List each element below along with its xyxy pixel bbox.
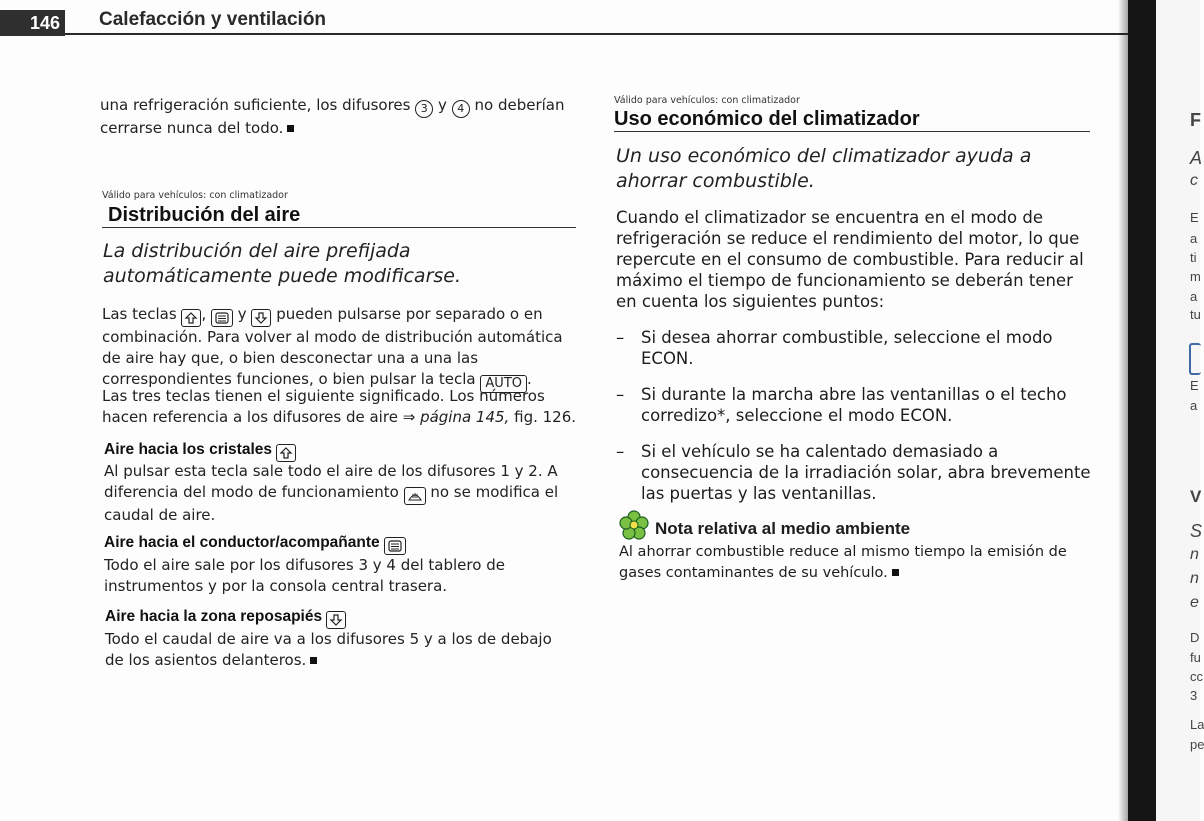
fragment: c <box>1190 172 1198 189</box>
subsection-paragraph <box>104 461 578 526</box>
section-rule <box>614 131 1090 132</box>
header-rule <box>65 33 1150 35</box>
footwell-key-icon <box>326 611 346 629</box>
list-item: – Si desea ahorrar combustible, seleccione el modo ECON. <box>616 327 1094 369</box>
section-rule <box>102 227 576 228</box>
text-fragment: Las tres teclas tienen el siguiente significado. Los números hacen referencia a los difusores de aire <box>102 387 545 426</box>
text-fragment: Las teclas <box>102 305 177 323</box>
fragment: n <box>1190 570 1199 587</box>
subsection-title-text: Aire hacia los cristales <box>104 441 273 458</box>
text-fragment: no deberían cerrarse nunca del todo. <box>100 96 565 137</box>
fragment: a <box>1190 231 1198 246</box>
paragraph-keys <box>102 304 578 393</box>
subsection-title <box>104 534 406 555</box>
text-fragment: Al ahorrar combustible reduce al mismo tiempo la emisión de gases contaminantes de su vehículo. <box>619 544 1067 581</box>
note-title: Nota relativa al medio ambiente <box>655 519 911 538</box>
fragment: D <box>1190 630 1200 645</box>
fragment: fu <box>1190 650 1201 665</box>
continued-paragraph <box>100 95 570 139</box>
fragment: a <box>1190 398 1198 413</box>
end-mark-icon <box>892 569 899 576</box>
subsection-title-text: Aire hacia el conductor/acompañante <box>104 534 380 551</box>
subsection-title <box>104 441 296 462</box>
vent-number-badge: 3 <box>415 100 433 118</box>
page-binding <box>1128 0 1156 821</box>
fragment: ti <box>1190 250 1197 265</box>
page-reference: página 145, <box>420 408 510 426</box>
fragment: V <box>1190 487 1202 506</box>
subsection-title <box>105 608 346 629</box>
fragment: 3 <box>1190 688 1198 703</box>
subsection-title-text: Aire hacia la zona reposapiés <box>105 608 323 625</box>
paragraph-meaning <box>102 386 578 428</box>
subsection-paragraph: Todo el aire sale por los difusores 3 y 4 del tablero de instrumentos y por la consola central trasera. <box>104 556 505 595</box>
fragment: e <box>1190 594 1199 611</box>
fragment: tu <box>1190 307 1201 322</box>
tips-list <box>616 327 1094 519</box>
page-header-title: Calefacción y ventilación <box>99 9 327 30</box>
list-item: – Si durante la marcha abre las ventanillas o el techo corredizo*, seleccione el modo ECON. <box>616 384 1094 426</box>
section-title: Uso económico del climatizador <box>614 108 920 130</box>
note-text <box>619 542 1095 584</box>
text-fragment: Todo el caudal de aire va a los difusores 5 y a los de debajo de los asientos delanteros. <box>105 630 552 669</box>
panel-vent-key-icon <box>384 537 406 555</box>
windshield-key-icon <box>181 309 201 327</box>
validity-note: Válido para vehículos: con climatizador <box>102 190 288 201</box>
section-intro: Un uso económico del climatizador ayuda a ahorrar combustible. <box>616 145 1032 192</box>
text-fragment: . <box>527 370 532 388</box>
fragment: a <box>1190 289 1198 304</box>
fragment: E <box>1190 210 1199 225</box>
fragment: S <box>1190 521 1203 541</box>
defrost-key-icon <box>404 487 426 505</box>
arrow-icon: ⇒ <box>402 408 416 426</box>
fragment: E <box>1190 378 1199 393</box>
fragment: La <box>1190 717 1204 732</box>
text-fragment: y <box>438 96 447 114</box>
fragment: m <box>1190 269 1201 284</box>
fragment: pe <box>1190 737 1204 752</box>
fragment: F <box>1190 110 1201 130</box>
figure-reference: fig. 126. <box>514 408 577 426</box>
text-fragment: Al pulsar esta tecla sale todo el aire de los difusores 1 y 2. A diferencia del modo de funcionamiento <box>104 462 558 501</box>
end-mark-icon <box>287 125 294 132</box>
key-edge <box>1189 343 1201 375</box>
page-number: 146 <box>0 10 65 36</box>
text-fragment: y <box>237 305 247 323</box>
next-page-edge <box>1156 0 1204 821</box>
text-fragment: pueden pulsarse por separado o en combinación. Para volver al modo de distribución automática de aire hay que, o bien desconectar una a una las correspondientes funciones, o bien pulsar la tecla <box>102 305 563 388</box>
text-fragment: , <box>201 305 207 323</box>
panel-vent-key-icon <box>211 309 233 327</box>
text-fragment: una refrigeración suficiente, los difusores <box>100 96 411 114</box>
validity-note: Válido para vehículos: con climatizador <box>614 95 800 106</box>
vent-number-badge: 4 <box>452 100 470 118</box>
paragraph-ac: Cuando el climatizador se encuentra en el modo de refrigeración se reduce el rendimiento del motor, lo que repercute en el consumo de combustible. Para reducir al máximo el tiempo de funcionamiento se deberán tener en cuenta los siguientes puntos: <box>616 208 1084 311</box>
list-item: – Si el vehículo se ha calentado demasiado a consecuencia de la irradiación solar, abra brevemente las puertas y las ventanillas. <box>616 441 1094 504</box>
windshield-key-icon <box>276 444 296 462</box>
text-fragment: no se modifica el caudal de aire. <box>104 483 559 524</box>
end-mark-icon <box>310 657 317 664</box>
fragment: A <box>1190 148 1203 168</box>
footwell-key-icon <box>251 309 271 327</box>
fragment: n <box>1190 546 1199 563</box>
section-title: Distribución del aire <box>108 204 301 226</box>
subsection-paragraph <box>105 629 575 671</box>
section-intro: La distribución del aire prefijada automáticamente puede modificarse. <box>103 240 462 287</box>
environment-icon <box>619 510 649 544</box>
fragment: cc <box>1190 669 1203 684</box>
auto-key: AUTO <box>480 375 527 393</box>
